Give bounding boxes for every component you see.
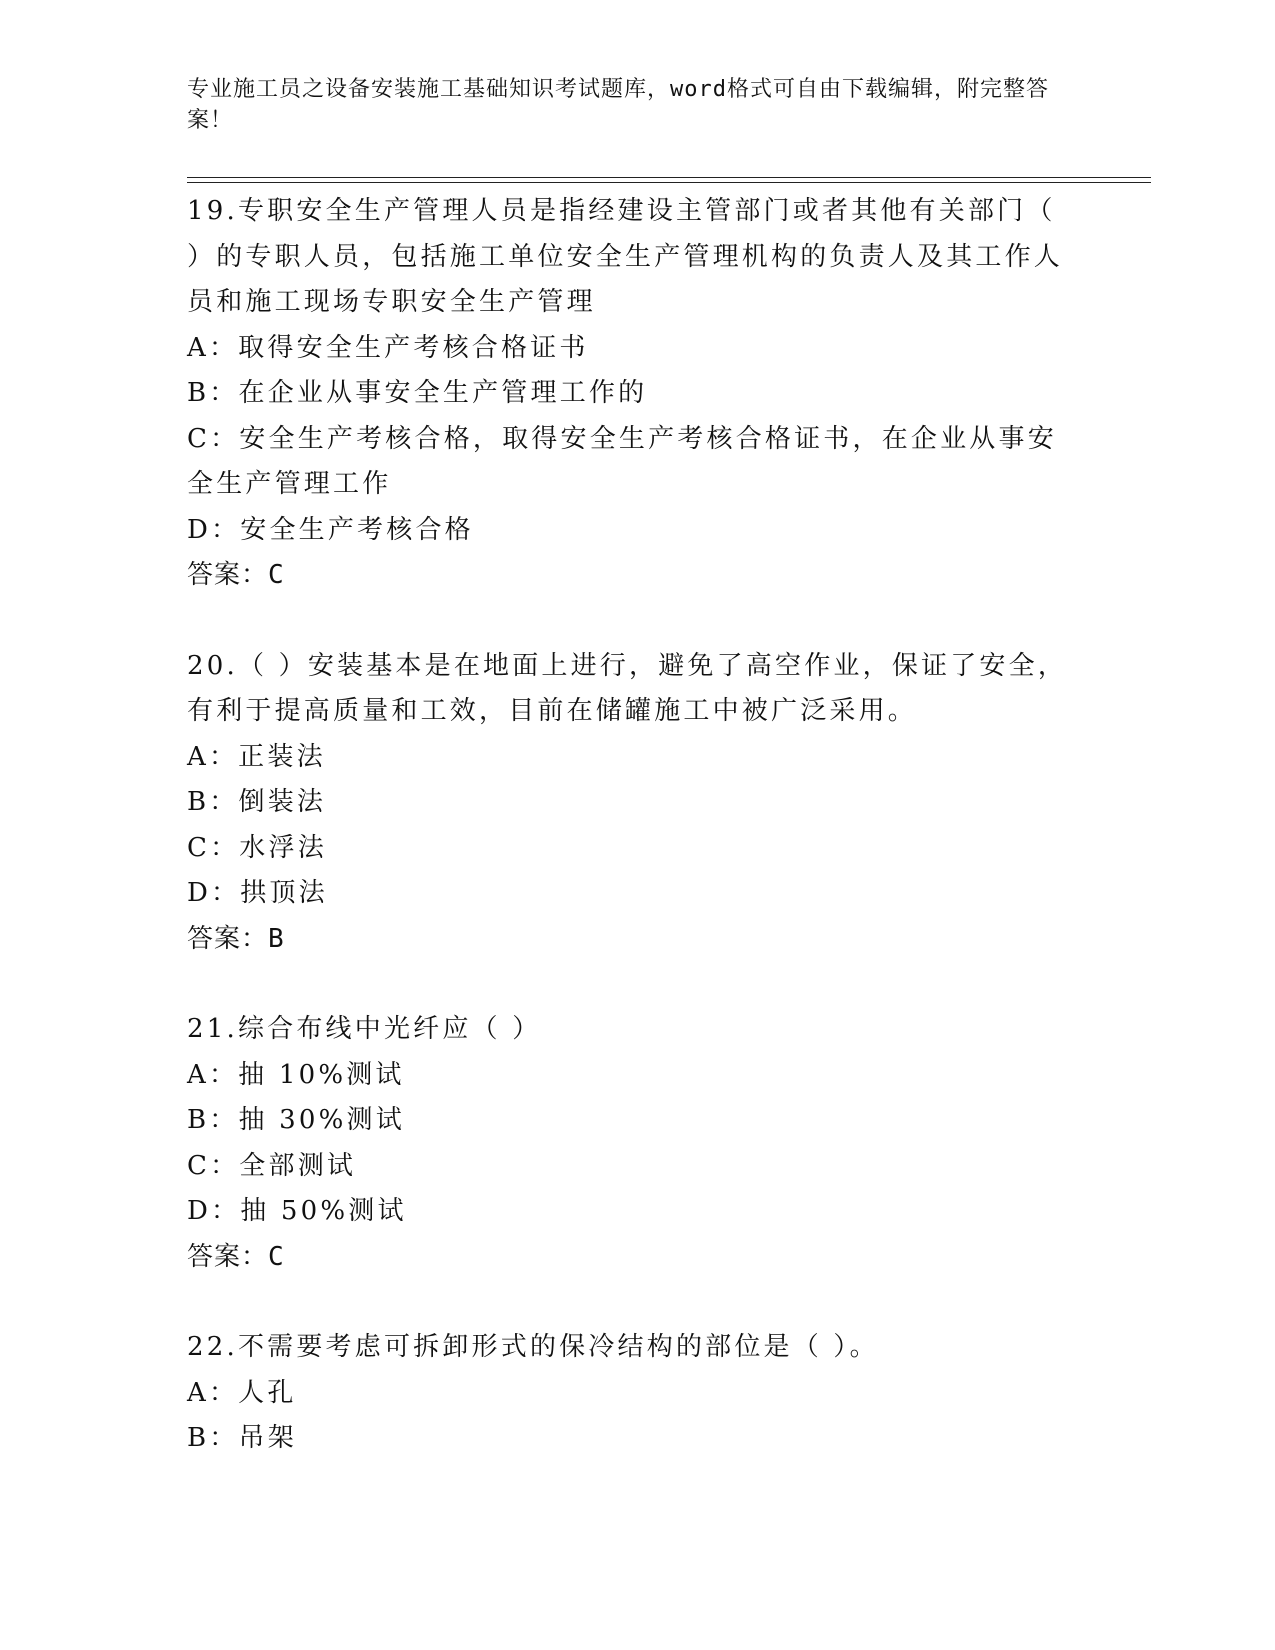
spacer [187, 1280, 1077, 1325]
option-b: B：吊架 [187, 1423, 297, 1453]
question-stem: 20.（ ）安装基本是在地面上进行，避免了高空作业，保证了安全，有利于提高质量和工效，目前在储罐施工中被广泛采用。 [187, 650, 1068, 726]
option-c: C：水浮法 [187, 832, 327, 863]
question-stem: 22.不需要考虑可拆卸形式的保冷结构的部位是（ ）。 [187, 1332, 879, 1362]
option-b: B：倒装法 [187, 787, 327, 817]
question-22 [187, 1325, 1077, 1462]
option-a: A：抽 10%测试 [187, 1059, 405, 1090]
option-c: C：安全生产考核合格，取得安全生产考核合格证书，在企业从事安全生产管理工作 [187, 423, 1057, 499]
document-header: 专业施工员之设备安装施工基础知识考试题库，word格式可自由下载编辑，附完整答案！ [187, 77, 1049, 133]
answer-value: C [268, 560, 285, 590]
question-stem: 21.综合布线中光纤应（ ） [187, 1014, 542, 1044]
option-a: A：取得安全生产考核合格证书 [187, 332, 589, 363]
option-b: B：在企业从事安全生产管理工作的 [187, 378, 648, 408]
answer-line [187, 553, 1077, 599]
question-20 [187, 644, 1077, 963]
answer-line [187, 917, 1077, 963]
question-list [187, 189, 1077, 1462]
header-divider-bottom [187, 182, 1151, 183]
answer-label: 答案： [187, 923, 269, 954]
option-a: A：人孔 [187, 1377, 297, 1408]
option-d: D：安全生产考核合格 [187, 514, 474, 545]
answer-label: 答案： [187, 1241, 269, 1272]
answer-label: 答案： [187, 560, 269, 590]
spacer [187, 962, 1077, 1007]
option-b: B：抽 30%测试 [187, 1105, 405, 1135]
question-21 [187, 1007, 1077, 1280]
answer-value: B [268, 923, 285, 954]
answer-line [187, 1235, 1077, 1281]
question-stem: 19.专职安全生产管理人员是指经建设主管部门或者其他有关部门（ ）的专职人员，包括施工单位安全生产管理机构的负责人及其工作人员和施工现场专职安全生产管理 [187, 196, 1064, 317]
option-d: D：拱顶法 [187, 878, 328, 908]
option-d: D：抽 50%测试 [187, 1196, 407, 1226]
question-19 [187, 189, 1077, 599]
answer-value: C [268, 1241, 285, 1272]
option-c: C：全部测试 [187, 1150, 357, 1181]
spacer [187, 599, 1077, 644]
option-a: A：正装法 [187, 741, 326, 772]
header-divider-top [187, 177, 1151, 178]
